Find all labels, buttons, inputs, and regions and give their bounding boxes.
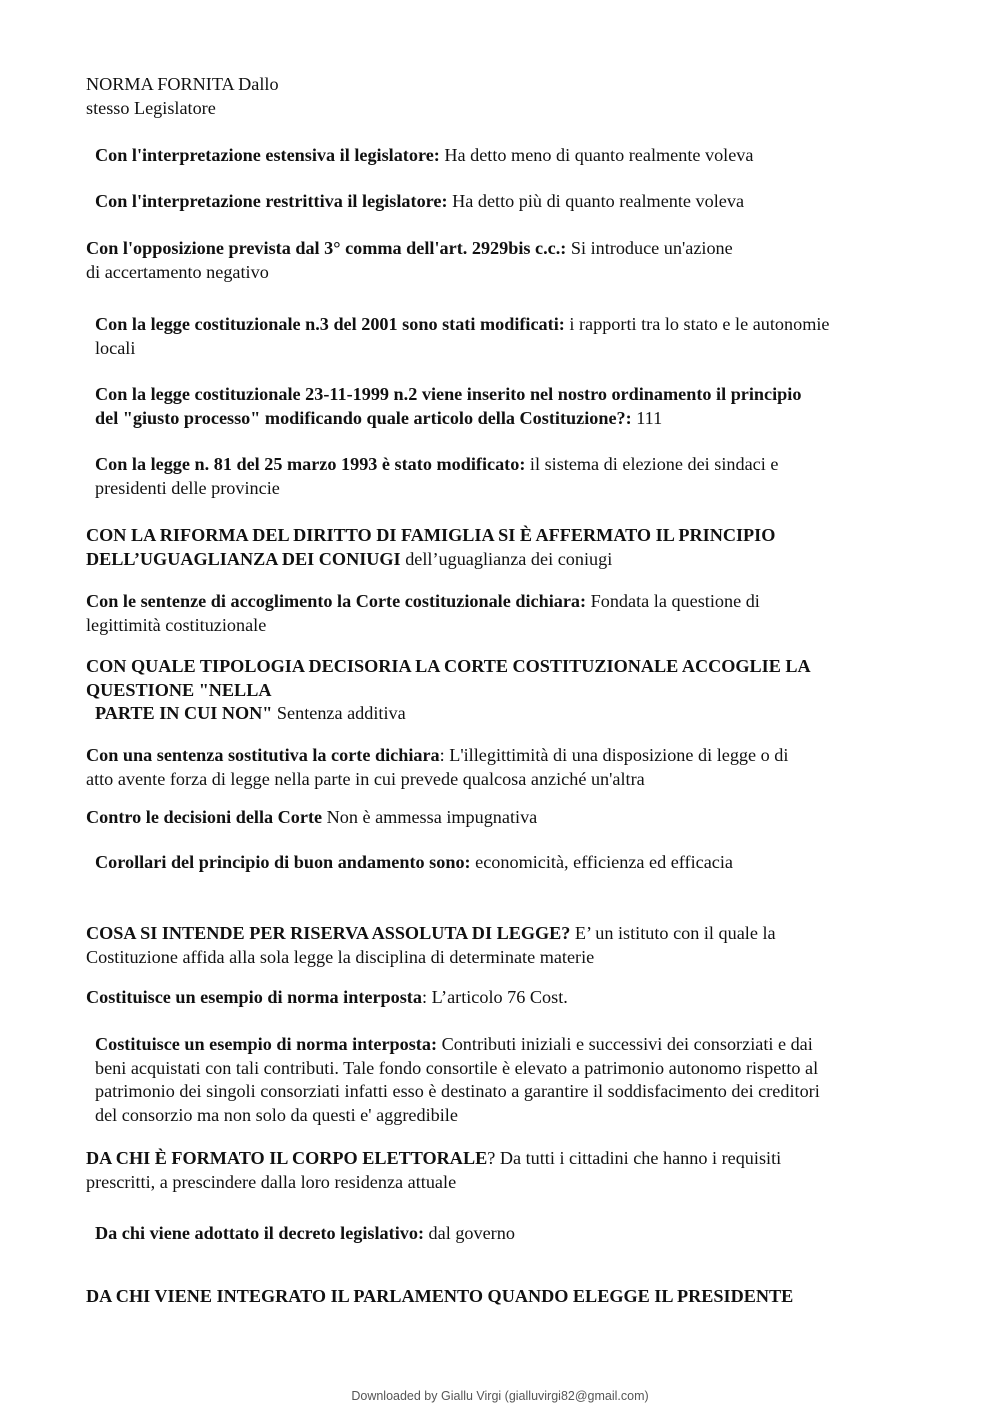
entry-answer: Sentenza additiva: [272, 703, 406, 723]
entry-question: Contro le decisioni della Corte: [86, 807, 323, 827]
entry-7: [86, 524, 916, 571]
entry-answer: 111: [631, 407, 663, 428]
entry-answer-cont: presidenti delle provincie: [95, 477, 280, 498]
entry-answer: Ha detto più di quanto realmente voleva: [447, 191, 745, 211]
entry-answer-cont: legittimità costituzionale: [86, 614, 267, 635]
entry-8: [86, 590, 916, 637]
entry-answer-cont: beni acquistati con tali contributi. Tale fondo consortile è elevato a patrimonio autonomo rispetto al: [95, 1057, 819, 1078]
entry-answer-cont: prescritti, a prescindere dalla loro residenza attuale: [86, 1171, 457, 1192]
entry-9: [86, 655, 916, 726]
download-footer: Downloaded by Giallu Virgi (gialluvirgi82@gmail.com): [351, 1389, 649, 1403]
entry-question: Con le sentenze di accoglimento la Corte costituzionale dichiara:: [86, 591, 587, 611]
entry-answer: E’ un istituto con il quale la: [570, 923, 776, 943]
entry-16: [86, 1147, 916, 1194]
entry-answer: dal governo: [424, 1223, 515, 1243]
entry-15: [95, 1033, 935, 1127]
entry-6: [95, 453, 925, 500]
entry-answer: : L’articolo 76 Cost.: [421, 987, 568, 1007]
entry-4: [95, 313, 925, 360]
entry-answer-cont: locali: [95, 337, 136, 358]
entry-answer: il sistema di elezione dei sindaci e: [525, 454, 779, 474]
entry-question: Da chi viene adottato il decreto legislativo:: [95, 1223, 424, 1243]
entry-question: Con la legge costituzionale 23-11-1999 n.2 viene inserito nel nostro ordinamento il principio: [95, 384, 802, 404]
entry-answer: Fondata la questione di: [586, 591, 760, 611]
entry-18: [86, 1285, 916, 1309]
entry-answer-cont: di accertamento negativo: [86, 261, 269, 282]
entry-question-cont: PARTE IN CUI NON": [95, 703, 273, 723]
entry-answer-cont: del consorzio ma non solo da questi e' aggredibile: [95, 1104, 458, 1125]
entry-answer: dell’uguaglianza dei coniugi: [400, 548, 613, 569]
entry-11: [86, 806, 916, 830]
entry-question: COSA SI INTENDE PER RISERVA ASSOLUTA DI LEGGE?: [86, 923, 571, 943]
entry-answer: economicità, efficienza ed efficacia: [470, 852, 733, 872]
entry-question: DA CHI È FORMATO IL CORPO ELETTORALE: [86, 1148, 488, 1168]
entry-10: [86, 744, 916, 791]
entry-answer: Non è ammessa impugnativa: [322, 807, 538, 827]
entry-question: Con l'opposizione prevista dal 3° comma dell'art. 2929bis c.c.:: [86, 238, 567, 258]
entry-answer: Ha detto meno di quanto realmente voleva: [439, 145, 754, 165]
entry-17: [95, 1222, 925, 1246]
entry-answer-cont: atto avente forza di legge nella parte in cui prevede qualcosa anziché un'altra: [86, 768, 645, 789]
entry-13: [86, 922, 916, 969]
entry-question: CON LA RIFORMA DEL DIRITTO DI FAMIGLIA SI È AFFERMATO IL PRINCIPIO: [86, 525, 776, 545]
entry-answer-cont: patrimonio dei singoli consorziati infatti esso è destinato a garantire il soddisfacimento dei creditori: [95, 1081, 820, 1101]
entry-question: Con l'interpretazione estensiva il legislatore:: [95, 145, 440, 165]
entry-12: [95, 851, 925, 875]
intro-line-1: NORMA FORNITA Dallo: [86, 74, 279, 94]
entry-answer-cont: Costituzione affida alla sola legge la disciplina di determinate materie: [86, 946, 595, 967]
entry-question: Con l'interpretazione restrittiva il legislatore:: [95, 191, 448, 211]
entry-5: [95, 383, 925, 430]
intro-line-2: stesso Legislatore: [86, 97, 216, 118]
entry-question-cont: DELL’UGUAGLIANZA DEI CONIUGI: [86, 548, 401, 569]
entry-question: Con la legge costituzionale n.3 del 2001 sono stati modificati:: [95, 314, 565, 334]
intro-heading: [86, 73, 916, 120]
entry-answer: : L'illegittimità di una disposizione di legge o di: [439, 745, 789, 765]
entry-question: Con la legge n. 81 del 25 marzo 1993 è stato modificato:: [95, 454, 526, 474]
entry-question: CON QUALE TIPOLOGIA DECISORIA LA CORTE COSTITUZIONALE ACCOGLIE LA: [86, 656, 811, 676]
entry-2: [95, 190, 925, 214]
entry-answer: i rapporti tra lo stato e le autonomie: [564, 314, 830, 334]
entry-question: Costituisce un esempio di norma interposta: [86, 987, 422, 1007]
entry-answer: ? Da tutti i cittadini che hanno i requisiti: [487, 1148, 782, 1168]
entry-answer: Si introduce un'azione: [566, 238, 733, 258]
entry-question: Costituisce un esempio di norma interposta:: [95, 1034, 438, 1054]
entry-question-cont: del "giusto processo" modificando quale articolo della Costituzione?:: [95, 407, 632, 428]
entry-3: [86, 237, 916, 284]
entry-question: Con una sentenza sostitutiva la corte dichiara: [86, 745, 440, 765]
entry-1: [95, 144, 925, 168]
entry-question-cont: QUESTIONE "NELLA: [86, 679, 272, 700]
entry-question: Corollari del principio di buon andamento sono:: [95, 852, 471, 872]
entry-answer: Contributi iniziali e successivi dei consorziati e dai: [437, 1034, 813, 1054]
entry-14: [86, 986, 916, 1010]
entry-question: DA CHI VIENE INTEGRATO IL PARLAMENTO QUANDO ELEGGE IL PRESIDENTE: [86, 1286, 794, 1306]
